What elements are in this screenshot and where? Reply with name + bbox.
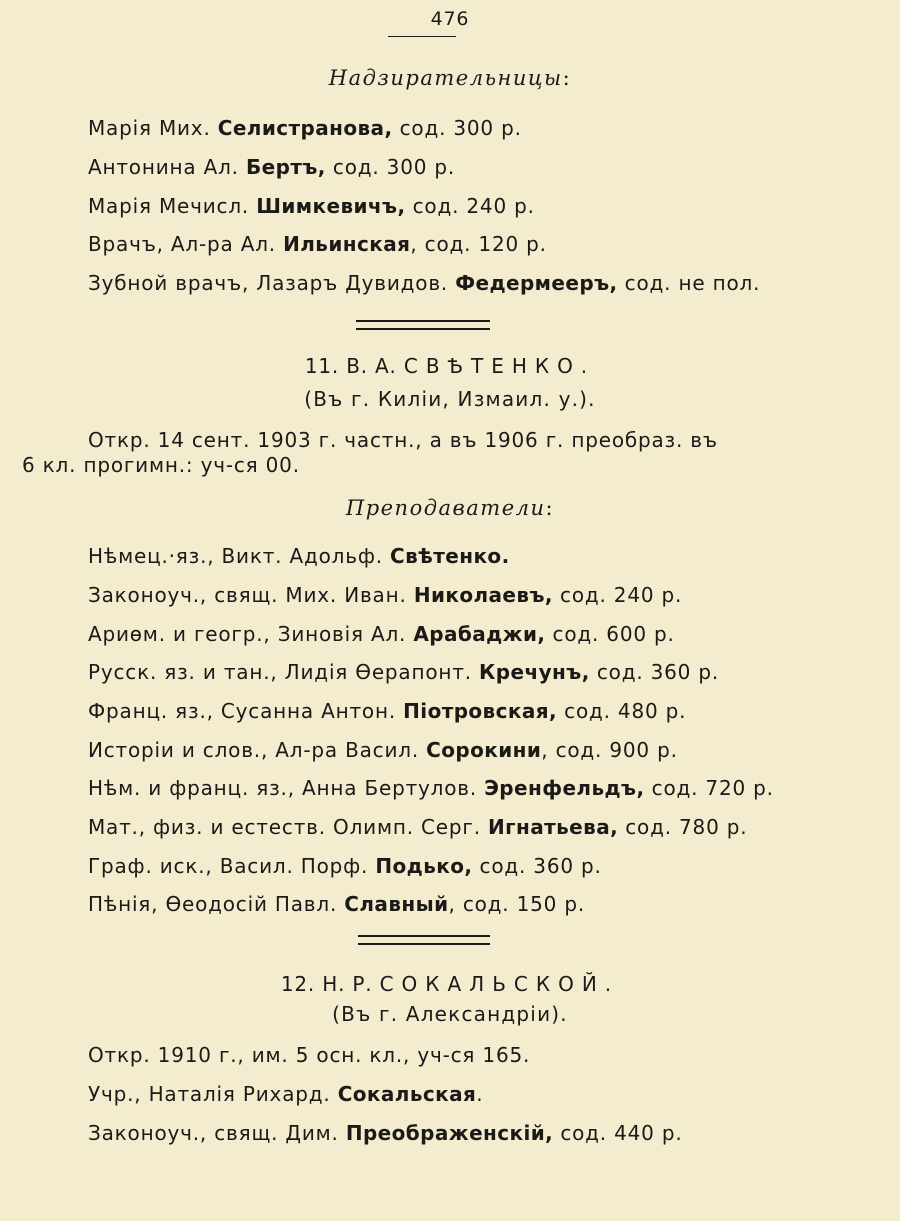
text-line: Откр. 1910 г., им. 5 осн. кл., уч-ся 165.	[88, 1043, 531, 1067]
text-line: Нѣмец.·яз., Викт. Адольф. Свѣтенко.	[88, 544, 510, 568]
section-initials: В. А.	[346, 354, 397, 378]
text-line: Откр. 14 сент. 1903 г. частн., а въ 1906 г. преобраз. въ	[88, 428, 718, 452]
text-line: Граф. иск., Васил. Порф. Подько, сод. 360 р.	[88, 854, 602, 878]
text-line: Пѣнія, Ѳеодосій Павл. Славный, сод. 150 р.	[88, 892, 585, 916]
text-line: Мат., физ. и естеств. Олимп. Серг. Игнатьева, сод. 780 р.	[88, 815, 748, 839]
section-title	[0, 972, 900, 996]
text-line: Нѣм. и франц. яз., Анна Бертулов. Эренфельдъ, сод. 720 р.	[88, 776, 774, 800]
section-divider	[356, 320, 490, 330]
page-number-rule	[388, 36, 456, 37]
text-line: Исторіи и слов., Ал-ра Васил. Сорокини, сод. 900 р.	[88, 738, 678, 762]
text-line: Врачъ, Ал-ра Ал. Ильинская, сод. 120 р.	[88, 232, 547, 256]
text-line: Зубной врачъ, Лазаръ Дувидов. Федермееръ, сод. не пол.	[88, 271, 761, 295]
teachers-heading: Преподаватели:	[345, 496, 555, 520]
text-line: Франц. яз., Сусанна Антон. Піотровская, сод. 480 р.	[88, 699, 687, 723]
text-line: Законоуч., свящ. Дим. Преображенскій, сод. 440 р.	[88, 1121, 683, 1145]
text-line: Марія Мечисл. Шимкевичъ, сод. 240 р.	[88, 194, 535, 218]
supervisors-heading: Надзирательницы:	[328, 66, 572, 90]
text-line: 6 кл. прогимн.: уч-ся 00.	[22, 453, 300, 477]
section-number: 11.	[304, 354, 340, 378]
section-title	[0, 354, 900, 378]
section-divider	[358, 935, 490, 945]
text-line: Антонина Ал. Бертъ, сод. 300 р.	[88, 155, 456, 179]
text-line: Ариѳм. и геогр., Зиновія Ал. Арабаджи, сод. 600 р.	[88, 622, 675, 646]
section-name: СВѢТЕНКО.	[403, 354, 596, 378]
section-number: 12.	[280, 972, 316, 996]
text-line: Марія Мих. Селистранова, сод. 300 р.	[88, 116, 522, 140]
page-number: 476	[430, 8, 470, 30]
text-line: Учр., Наталія Рихард. Сокальская.	[88, 1082, 484, 1106]
section-initials: Н. Р.	[322, 972, 373, 996]
section-location: (Въ г. Александріи).	[332, 1002, 568, 1026]
section-name: СОКАЛЬСКОЙ.	[379, 972, 620, 996]
section-location: (Въ г. Килiи, Измаил. у.).	[304, 387, 596, 411]
teachers-heading-text: Преподаватели	[345, 496, 546, 520]
text-line: Русск. яз. и тан., Лидія Ѳерапонт. Кречунъ, сод. 360 р.	[88, 660, 720, 684]
supervisors-heading-text: Надзирательницы	[328, 66, 563, 90]
text-line: Законоуч., свящ. Мих. Иван. Николаевъ, сод. 240 р.	[88, 583, 683, 607]
